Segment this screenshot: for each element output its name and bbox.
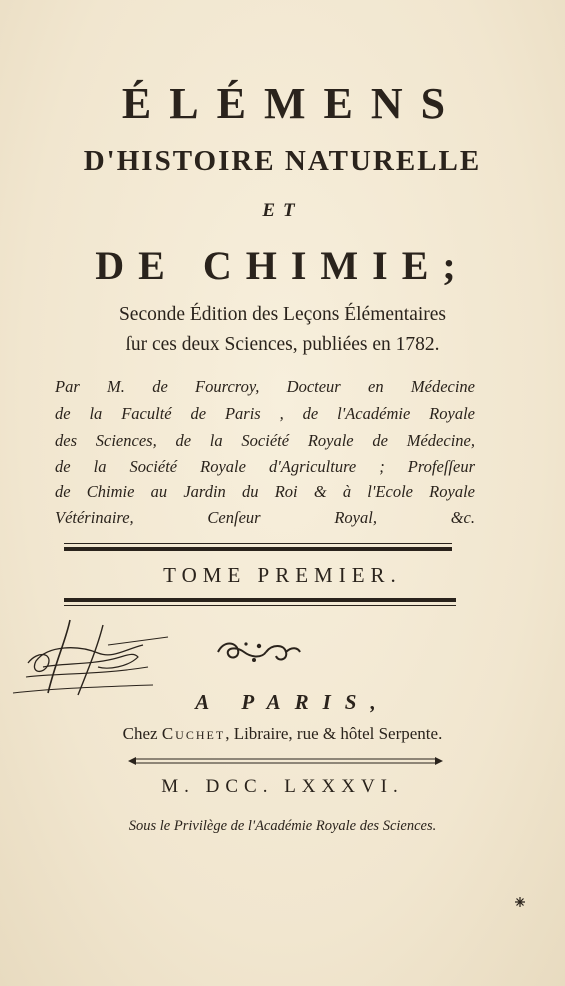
author-line-5: de Chimie au Jardin du Roi & à l'Ecole Royale <box>55 482 475 501</box>
lower-rule-thick <box>64 598 456 602</box>
lower-rule-thin <box>64 605 456 606</box>
subtitle-line-2: ſur ces deux Sciences, publiées en 1782. <box>125 334 440 355</box>
title-line-elemens: ÉLÉMENS <box>121 79 464 128</box>
imprint-city: A PARIS, <box>195 690 390 714</box>
title-line-chimie: DE CHIMIE; <box>95 243 470 288</box>
title-line-et: ET <box>262 200 303 221</box>
author-line-3: des Sciences, de la Société Royale de Médecine, <box>55 431 475 450</box>
publisher-prefix: Chez <box>122 724 158 743</box>
upper-rule-thin <box>64 543 452 544</box>
volume-label: TOME PREMIER. <box>163 563 402 587</box>
title-line-histoire: D'HISTOIRE NATURELLE <box>83 145 482 177</box>
subtitle-line-1: Seconde Édition des Leçons Élémentaires <box>118 304 447 325</box>
handwritten-signature <box>8 615 183 700</box>
publisher-address: , Libraire, rue & hôtel Serpente. <box>225 724 443 743</box>
author-line-4: de la Société Royale d'Agriculture ; Profeſſeur <box>55 457 475 476</box>
imprint-publisher <box>0 724 565 744</box>
author-line-6: Vétérinaire, Cenſeur Royal, &c. <box>55 508 475 527</box>
publisher-name: Cuchet <box>161 724 226 743</box>
ornamental-rule <box>128 756 443 766</box>
printers-ornament-icon <box>214 638 304 666</box>
author-line-1: Par M. de Fourcroy, Docteur en Médecine <box>55 377 475 396</box>
author-line-2: de la Faculté de Paris , de l'Académie Royale <box>55 404 475 423</box>
asterisk-mark-icon <box>514 896 526 908</box>
privilege-statement: Sous le Privilège de l'Académie Royale des Sciences. <box>128 818 437 834</box>
upper-rule-thick <box>64 547 452 551</box>
imprint-year: M. DCC. LXXXVI. <box>161 776 404 797</box>
